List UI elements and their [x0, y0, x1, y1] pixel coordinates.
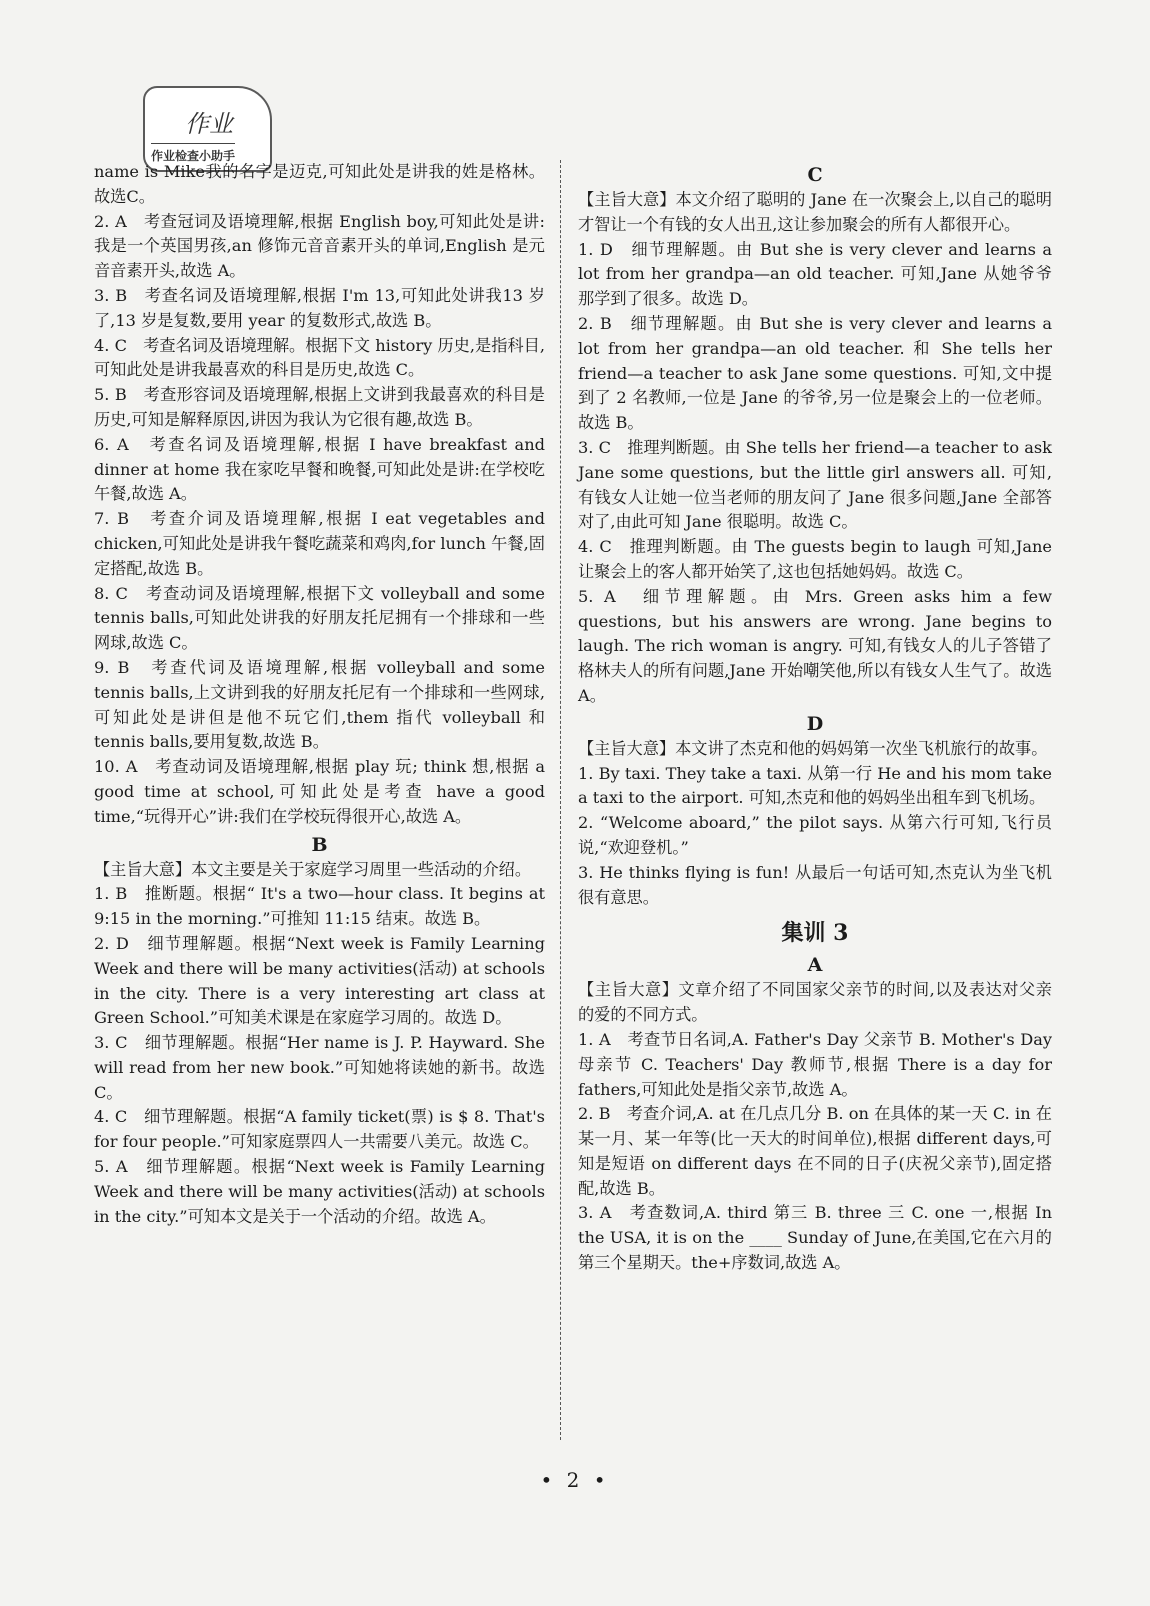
answer-item: 4. C 考查名词及语境理解。根据下文 history 历史,是指科目,可知此处是讲我最喜欢的科目是历史,故选 C。 [94, 335, 545, 380]
stamp-subtitle: 作业检查小助手 [151, 143, 235, 164]
answer-item: 1. D 细节理解题。由 But she is very clever and learns a lot from her grandpa—an old teacher. 可知,Jane 从她爷爷那学到了很多。故选 D。 [578, 239, 1052, 309]
section-heading-c: C [807, 164, 823, 186]
answer-item: 3. A 考查数词,A. third 第三 B. three 三 C. one 一,根据 In the USA, it is on the ____ Sunday of June,在美国,它在六月的第三个星期天。the+序数词,故选 A。 [578, 1203, 1052, 1273]
section-summary: 【主旨大意】本文讲了杰克和他的妈妈第一次坐飞机旅行的故事。 [578, 738, 1048, 758]
answer-item: 1. A 考查节日名词,A. Father's Day 父亲节 B. Mother's Day 母亲节 C. Teachers' Day 教师节,根据 There is a day for fathers,可知此处是指父亲节,故选 A。 [578, 1029, 1052, 1099]
answer-item: 1. By taxi. They take a taxi. 从第一行 He and his mom take a taxi to the airport. 可知,杰克和他的妈妈坐出租车到飞机场。 [578, 763, 1052, 808]
answer-item: 5. A 细节理解题。根据“Next week is Family Learning Week and there will be many activities(活动) at schools in the city.”可知本文是关于一个活动的介绍。故选 A。 [94, 1157, 545, 1226]
answer-item: 4. C 细节理解题。根据“A family ticket(票) is $ 8. That's for four people.”可知家庭票四人一共需要八美元。故选 C。 [94, 1107, 545, 1152]
answer-item: name is Mike我的名字是迈克,可知此处是讲我的姓是格林。故选C。 [94, 162, 545, 206]
section-summary: 【主旨大意】本文主要是关于家庭学习周里一些活动的介绍。 [94, 859, 532, 879]
section-summary: 【主旨大意】文章介绍了不同国家父亲节的时间,以及表达对父亲的爱的不同方式。 [578, 980, 1052, 1025]
column-divider [560, 160, 561, 1440]
section-heading-b: B [311, 833, 328, 856]
answer-item: 2. B 细节理解题。由 But she is very clever and learns a lot from her grandpa—an old teacher. 和 She tells her friend—a teacher to ask Jane some questions. 可知,文中提到了 2 名教师,一位是 Jane 的爷爷,另一位是聚会上的一位老师。故选 B。 [578, 313, 1052, 433]
answer-item: 3. C 推理判断题。由 She tells her friend—a teacher to ask Jane some questions, but the little girl answers all. 可知,有钱女人让她一位当老师的朋友问了 Jane 很多问题,Jane 全部答对了,由此可知 Jane 很聪明。故选 C。 [578, 437, 1052, 532]
answer-item: 2. “Welcome aboard,” the pilot says. 从第六行可知,飞行员说,“欢迎登机。” [578, 813, 1052, 857]
answer-item: 9. B 考查代词及语境理解,根据 volleyball and some tennis balls,上文讲到我的好朋友托尼有一个排球和一些网球,可知此处是讲但是他不玩它们,them 指代 volleyball 和 tennis balls,要用复数,故选 B。 [94, 657, 545, 752]
answer-item: 2. B 考查介词,A. at 在几点几分 B. on 在具体的某一天 C. in 在某一月、某一年等(比一天大的时间单位),根据 different days,可知是短语 on different days 在不同的日子(庆祝父亲节),固定搭配,故选 B。 [578, 1104, 1052, 1198]
answer-item: 3. B 考查名词及语境理解,根据 I'm 13,可知此处讲我13 岁了,13 岁是复数,要用 year 的复数形式,故选 B。 [94, 285, 545, 330]
answer-item: 10. A 考查动词及语境理解,根据 play 玩; think 想,根据 a good time at school,可知此处是考查 have a good time,“玩得开心”讲:我们在学校玩得很开心,故选 A。 [94, 757, 545, 826]
answer-item: 8. C 考查动词及语境理解,根据下文 volleyball and some tennis balls,可知此处讲我的好朋友托尼拥有一个排球和一些网球,故选 C。 [94, 583, 545, 653]
answer-item: 5. A 细节理解题。由 Mrs. Green asks him a few questions, but his answers are wrong. Jane begins to laugh. The rich woman is angry. 可知,有钱女人的儿子答错了格林夫人的所有问题,Jane 开始嘲笑他,所以有钱女人生气了。故选 A。 [578, 586, 1052, 705]
answer-item: 6. A 考查名词及语境理解,根据 I have breakfast and dinner at home 我在家吃早餐和晚餐,可知此处是讲:在学校吃午餐,故选 A。 [94, 434, 545, 504]
section-heading-d: D [806, 712, 824, 735]
answer-item: 5. B 考查形容词及语境理解,根据上文讲到我最喜欢的科目是历史,可知是解释原因,讲因为我认为它很有趣,故选 B。 [94, 385, 545, 429]
stamp-title: 作业 [185, 110, 233, 138]
answer-item: 3. C 细节理解题。根据“Her name is J. P. Hayward. She will read from her new book.”可知她将读她的新书。故选 C。 [94, 1033, 545, 1102]
unit-heading: 集训 3 [781, 920, 849, 947]
page-number: • 2 • [540, 1468, 610, 1492]
answer-item: 1. B 推断题。根据“ It's a two—hour class. It begins at 9:15 in the morning.”可推知 11:15 结束。故选 B。 [94, 884, 545, 929]
answer-item: 2. A 考查冠词及语境理解,根据 English boy,可知此处是讲:我是一个英国男孩,an 修饰元音音素开头的单词,English 是元音音素开头,故选 A。 [94, 211, 545, 281]
left-column [94, 160, 545, 1229]
answer-item: 7. B 考查介词及语境理解,根据 I eat vegetables and chicken,可知此处是讲我午餐吃蔬菜和鸡肉,for lunch 午餐,固定搭配,故选 B。 [94, 509, 545, 578]
answer-item: 3. He thinks flying is fun! 从最后一句话可知,杰克认为坐飞机很有意思。 [578, 862, 1052, 907]
answer-item: 4. C 推理判断题。由 The guests begin to laugh 可知,Jane 让聚会上的客人都开始笑了,这也包括她妈妈。故选 C。 [578, 537, 1052, 581]
section-summary: 【主旨大意】本文介绍了聪明的 Jane 在一次聚会上,以自己的聪明才智让一个有钱的女人出丑,这让参加聚会的所有人都很开心。 [578, 190, 1052, 234]
section-heading-a: A [807, 954, 823, 977]
right-column [578, 160, 1052, 1276]
answer-item: 2. D 细节理解题。根据“Next week is Family Learning Week and there will be many activities(活动) at schools in the city. There is a very interesting art class at Green School.”可知美术课是在家庭学习周的。故选 D。 [94, 933, 545, 1028]
